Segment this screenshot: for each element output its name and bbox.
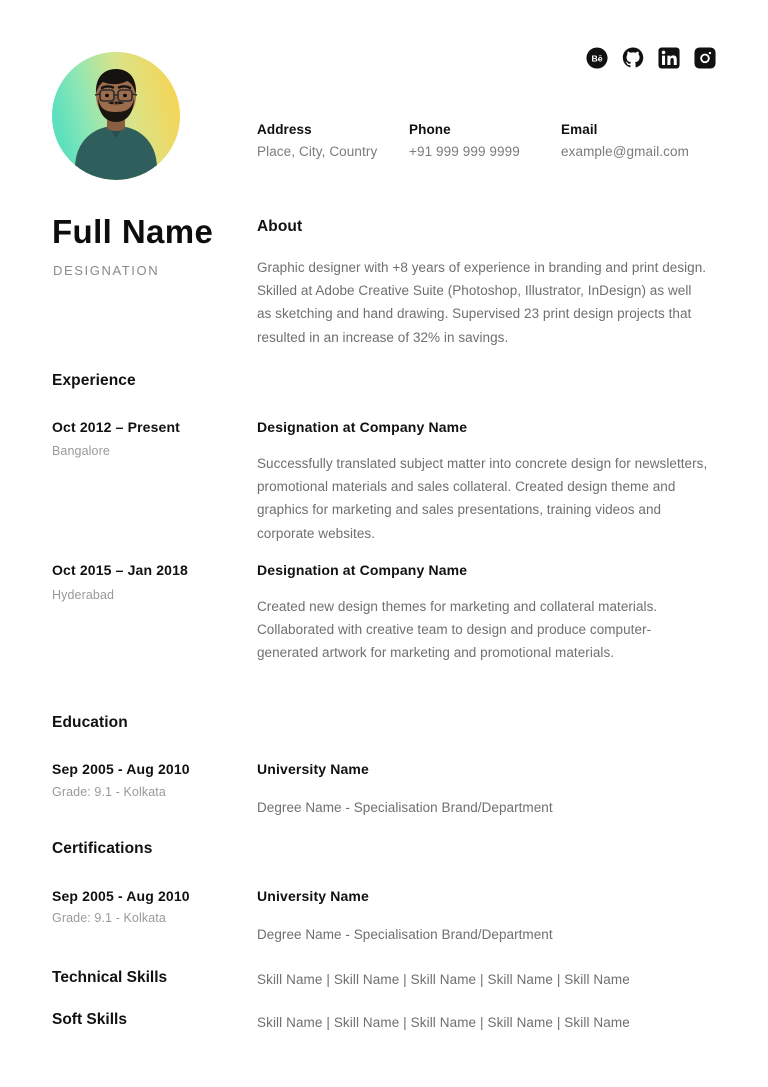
education-item-sub: Grade: 9.1 - Kolkata [52, 785, 166, 799]
full-name: Full Name [52, 213, 214, 250]
contact-phone-label: Phone [409, 122, 451, 137]
experience-item-date: Oct 2015 – Jan 2018 [52, 562, 188, 578]
technical-skills-label: Technical Skills [52, 969, 168, 986]
about-text: Graphic designer with +8 years of experience in branding and print design. Skilled at Adobe Creative Suite (Photoshop, Illustrator, InDesign) as well as sketching and hand drawing. Supervised 23 print design projects that resulted in an increase of 32% in savings. [257, 260, 707, 345]
experience-item-location: Bangalore [52, 444, 110, 458]
contact-email-value: example@gmail.com [561, 144, 689, 159]
education-item-title: University Name [257, 761, 369, 777]
education-heading: Education [52, 714, 128, 731]
contact-address-value: Place, City, Country [257, 144, 378, 159]
certification-item-description: Degree Name - Specialisation Brand/Department [257, 927, 553, 942]
contact-address [257, 122, 409, 159]
certification-item-date: Sep 2005 - Aug 2010 [52, 888, 190, 904]
contact-email [561, 122, 717, 159]
behance-icon[interactable] [586, 47, 608, 69]
social-links [586, 47, 716, 69]
contact-phone-value: +91 999 999 9999 [409, 144, 520, 159]
soft-skills-label: Soft Skills [52, 1011, 127, 1028]
experience-item-description: Created new design themes for marketing and collateral materials. Collaborated with creative team to design and produce computer-generated artwork for marketing and promotional materials. [257, 599, 658, 661]
svg-text:Bē: Bē [591, 53, 603, 64]
linkedin-icon[interactable] [658, 47, 680, 69]
contact-phone [409, 122, 561, 159]
instagram-icon[interactable] [694, 47, 716, 69]
experience-item-location: Hyderabad [52, 588, 115, 602]
contact-email-label: Email [561, 122, 598, 137]
designation: DESIGNATION [53, 263, 160, 278]
education-item-date: Sep 2005 - Aug 2010 [52, 761, 190, 777]
contact-address-label: Address [257, 122, 312, 137]
soft-skills-list: Skill Name | Skill Name | Skill Name | Skill Name | Skill Name [257, 1015, 630, 1030]
about-heading: About [257, 218, 303, 235]
certification-item-sub: Grade: 9.1 - Kolkata [52, 911, 166, 925]
certifications-heading: Certifications [52, 840, 153, 857]
experience-item-description: Successfully translated subject matter into concrete design for newsletters, promotional materials and sales collateral. Created design theme and graphics for marketing and sales presentations, training videos and corporate websites. [257, 456, 708, 541]
contact-row [257, 122, 717, 159]
technical-skills-list: Skill Name | Skill Name | Skill Name | Skill Name | Skill Name [257, 972, 630, 987]
education-item-description: Degree Name - Specialisation Brand/Department [257, 800, 553, 815]
experience-item-date: Oct 2012 – Present [52, 419, 180, 435]
experience-item-title: Designation at Company Name [257, 562, 468, 578]
certification-item-title: University Name [257, 888, 369, 904]
github-icon[interactable] [622, 47, 644, 69]
experience-heading: Experience [52, 372, 136, 389]
experience-item-title: Designation at Company Name [257, 419, 468, 435]
avatar [52, 52, 180, 180]
